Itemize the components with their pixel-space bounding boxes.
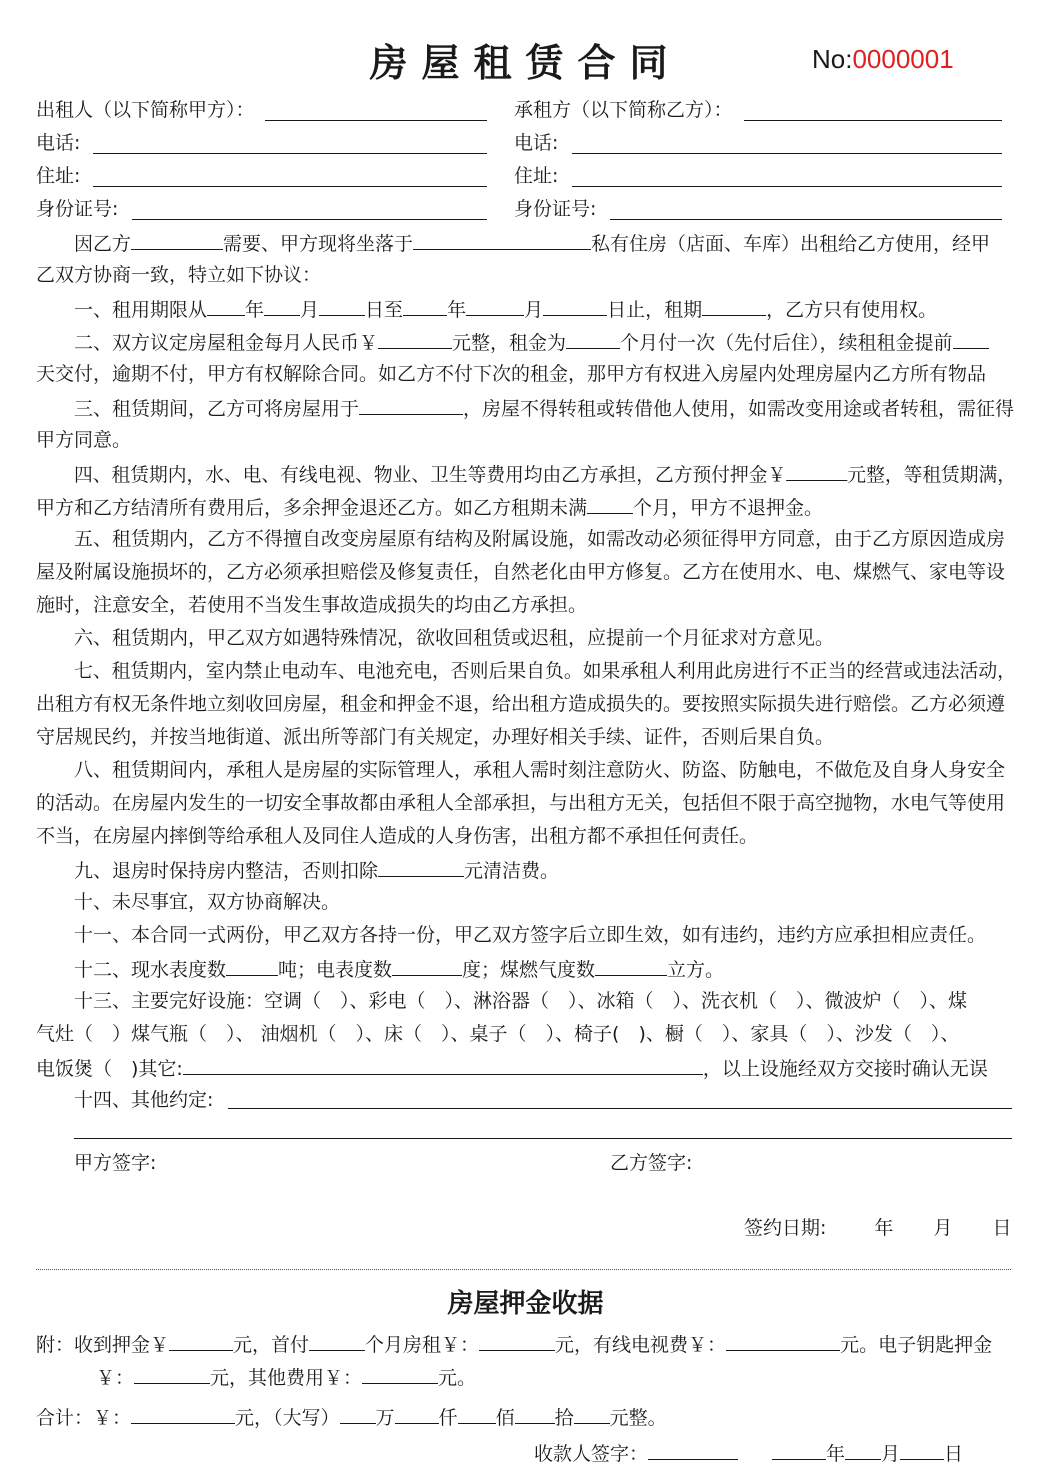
party-b-signature[interactable]: 乙方签字: — [610, 1152, 693, 1174]
blank-cleaning-fee[interactable] — [378, 856, 464, 877]
clause-3-line-1 — [74, 394, 1014, 422]
lessor-phone-label: 电话: — [36, 132, 81, 154]
intro-line-1 — [74, 229, 990, 257]
clause-text: 甲方和乙方结清所有费用后，多余押金退还乙方。如乙方租期未满 — [36, 497, 588, 519]
clause-text: 立方。 — [667, 959, 725, 981]
blank[interactable] — [319, 295, 365, 316]
blank-rent[interactable] — [378, 328, 452, 349]
receipt-text: 附：收到押金￥ — [36, 1334, 170, 1356]
blank[interactable] — [340, 1403, 376, 1424]
lessor-input[interactable] — [265, 120, 487, 121]
clause-text: 元清洁费。 — [464, 860, 560, 882]
clause-text: 日止，租期 — [607, 299, 703, 321]
blank[interactable] — [458, 1403, 496, 1424]
receipt-text: 拾 — [554, 1407, 574, 1429]
clause-9 — [74, 856, 559, 884]
number-value: 0000001 — [852, 44, 954, 74]
clause-10: 十、未尽事宜，双方协商解决。 — [74, 891, 341, 913]
clause-14: 十四、其他约定: — [74, 1089, 214, 1111]
clause-7-line-3: 守居规民约，并按当地街道、派出所等部门有关规定，办理好相关手续、证件，否则后果自负。 — [36, 726, 835, 748]
receipt-text: 元，首付 — [233, 1334, 310, 1356]
receipt-day: 日 — [944, 1443, 964, 1465]
lessor-address-input[interactable] — [93, 186, 487, 187]
lessee-input[interactable] — [744, 120, 1002, 121]
blank-deposit[interactable] — [169, 1330, 233, 1351]
clause-4-line-1 — [74, 460, 1016, 488]
clause-5-line-3: 施时，注意安全，若使用不当发生事故造成损失的均由乙方承担。 — [36, 594, 588, 616]
blank-electric[interactable] — [392, 955, 462, 976]
intro-text: 私有住房（店面、车库）出租给乙方使用，经甲 — [591, 233, 991, 255]
blank[interactable] — [403, 295, 447, 316]
sign-year: 年 — [874, 1217, 894, 1239]
lessor-id-input[interactable] — [132, 219, 487, 220]
payee-signature-label: 收款人签字： — [534, 1443, 649, 1465]
clause-5-line-2: 屋及附属设施损坏的，乙方必须承担赔偿及修复责任，自然老化由甲方修复。乙方在使用水、电、煤燃气、家电等设 — [36, 561, 1006, 583]
receipt-text: 元。 — [438, 1367, 477, 1389]
other-agreement-input-2[interactable] — [74, 1138, 1012, 1139]
intro-line-2: 乙双方协商一致，特立如下协议： — [36, 264, 322, 286]
receipt-line-1 — [36, 1330, 992, 1358]
receipt-text: 合计：￥： — [36, 1407, 132, 1429]
clause-text: 日至 — [365, 299, 404, 321]
clause-13-line-1: 十三、主要完好设施：空调（ ）、彩电（ ）、淋浴器（ ）、冰箱（ ）、洗衣机（ ）、微波炉（ ）、煤 — [74, 990, 968, 1012]
receipt-text: 元，其他费用￥： — [210, 1367, 363, 1389]
lessee-label: 承租方（以下简称乙方）： — [514, 99, 733, 121]
clause-4-line-2 — [36, 493, 823, 521]
lessee-address-label: 住址: — [514, 165, 559, 187]
other-agreement-input-1[interactable] — [228, 1108, 1012, 1109]
clause-text: ，房屋不得转租或转借他人使用，如需改变用途或者转租，需征得 — [463, 398, 1015, 420]
clause-text: ，乙方只有使用权。 — [766, 299, 938, 321]
receipt-line-2 — [96, 1363, 476, 1391]
blank-month[interactable] — [845, 1439, 881, 1460]
receipt-text: 万 — [375, 1407, 395, 1429]
lessee-phone-input[interactable] — [572, 153, 1002, 154]
party-a-signature[interactable]: 甲方签字: — [74, 1152, 157, 1174]
blank-gas[interactable] — [595, 955, 667, 976]
receipt-text: 元，有线电视费￥： — [555, 1334, 727, 1356]
clause-text: 吨；电表度数 — [278, 959, 393, 981]
blank-months[interactable] — [309, 1330, 365, 1351]
blank-payee-signature[interactable] — [648, 1439, 738, 1460]
clause-text: 年 — [447, 299, 467, 321]
receipt-title: 房屋押金收据 — [447, 1289, 604, 1319]
clause-2-line-2: 天交付，逾期不付，甲方有权解除合同。如乙方不付下次的租金，那甲方有权进入房屋内处理房屋内乙方所有物品 — [36, 363, 987, 385]
clause-text: 元整，租金为 — [452, 332, 567, 354]
sign-date — [744, 1215, 1011, 1241]
lessee-address-input[interactable] — [572, 186, 1002, 187]
blank[interactable] — [515, 1403, 555, 1424]
blank[interactable] — [574, 1403, 610, 1424]
number-label: No: — [812, 44, 853, 74]
clause-7-line-1: 七、租赁期内，室内禁止电动车、电池充电，否则后果自负。如果承租人利用此房进行不正当的经营或违法活动， — [74, 660, 1017, 682]
clause-text: 个月付一次（先付后住），续租租金提前 — [620, 332, 953, 354]
contract-number — [812, 44, 954, 75]
lessee-id-label: 身份证号: — [514, 198, 597, 220]
blank-water[interactable] — [226, 955, 278, 976]
clause-7-line-2: 出租方有权无条件地立刻收回房屋，租金和押金不退，给出租方造成损失的。要按照实际损失进行赔偿。乙方必须遵 — [36, 693, 1006, 715]
clause-text: 元整，等租赁期满， — [847, 464, 1017, 486]
lessor-phone-input[interactable] — [93, 153, 487, 154]
contract-title: 房屋租赁合同 — [369, 41, 682, 85]
blank-usage[interactable] — [359, 394, 463, 415]
blank-rent[interactable] — [479, 1330, 555, 1351]
clause-2-line-1 — [74, 328, 989, 356]
clause-text: 一、租用期限从 — [74, 299, 208, 321]
blank-deposit[interactable] — [786, 460, 847, 481]
receipt-text: 佰 — [495, 1407, 515, 1429]
receipt-text: 个月房租￥： — [365, 1334, 480, 1356]
blank-year[interactable] — [772, 1439, 826, 1460]
clause-text: 三、租赁期间，乙方可将房屋用于 — [74, 398, 360, 420]
clause-text: 年 — [245, 299, 265, 321]
clause-text: 电饭煲（ )其它: — [36, 1058, 183, 1080]
clause-text: 四、租赁期内，水、电、有线电视、物业、卫生等费用均由乙方承担，乙方预付押金￥ — [74, 464, 787, 486]
sign-day: 日 — [992, 1217, 1012, 1239]
clause-text: 十二、现水表度数 — [74, 959, 227, 981]
sign-date-label: 签约日期: — [744, 1217, 827, 1239]
intro-text: 需要、甲方现将坐落于 — [223, 233, 414, 255]
clause-8-line-2: 的活动。在房屋内发生的一切安全事故都由承租人全部承担，与出租方无关，包括但不限于高空抛物，水电气等使用 — [36, 792, 1006, 814]
clause-12 — [74, 955, 724, 983]
clause-text: ，以上设施经双方交接时确认无误 — [702, 1058, 988, 1080]
receipt-text: 元。电子钥匙押金 — [840, 1334, 993, 1356]
blank-other-fee[interactable] — [362, 1363, 438, 1384]
blank[interactable] — [395, 1403, 439, 1424]
clause-1 — [74, 295, 937, 323]
blank[interactable] — [543, 295, 607, 316]
receipt-text: 元整。 — [609, 1407, 667, 1429]
clause-3-line-2: 甲方同意。 — [36, 429, 132, 451]
clause-6: 六、租赁期内，甲乙双方如遇特殊情况，欲收回租赁或迟租，应提前一个月征求对方意见。 — [74, 627, 835, 649]
blank-location[interactable] — [413, 229, 591, 250]
clause-text: 月 — [524, 299, 544, 321]
receipt-text: 仟 — [438, 1407, 458, 1429]
lessee-phone-label: 电话: — [514, 132, 559, 154]
intro-text: 因乙方 — [74, 233, 132, 255]
blank[interactable] — [466, 295, 524, 316]
clause-13-line-2: 气灶（ ）煤气瓶（ ）、 油烟机（ ）、床（ ）、桌子（ ）、椅子( )、橱（ ）、家具（ ）、沙发（ ）、 — [36, 1023, 960, 1045]
blank[interactable] — [207, 295, 245, 316]
clause-text: 月 — [300, 299, 320, 321]
clause-8-line-1: 八、租赁期间内，承租人是房屋的实际管理人，承租人需时刻注意防火、防盗、防触电，不做危及自身人身安全 — [74, 759, 1006, 781]
lessor-id-label: 身份证号: — [36, 198, 119, 220]
receipt-month: 月 — [881, 1443, 901, 1465]
blank[interactable] — [702, 295, 766, 316]
blank-key-deposit[interactable] — [134, 1363, 210, 1384]
clause-text: 二、双方议定房屋租金每月人民币￥ — [74, 332, 379, 354]
receipt-line-3 — [36, 1403, 667, 1431]
sign-month: 月 — [933, 1217, 953, 1239]
receipt-line-4 — [534, 1439, 963, 1467]
blank-other-facilities[interactable] — [183, 1054, 703, 1075]
cut-line — [36, 1269, 1011, 1270]
lessor-address-label: 住址: — [36, 165, 81, 187]
receipt-text: ￥： — [96, 1367, 135, 1389]
lessee-id-input[interactable] — [610, 219, 1002, 220]
lessor-label: 出租人（以下简称甲方）： — [36, 99, 255, 121]
clause-text: 个月，甲方不退押金。 — [633, 497, 824, 519]
clause-8-line-3: 不当，在房屋内摔倒等给承租人及同住人造成的人身伤害，出租方都不承担任何责任。 — [36, 825, 759, 847]
blank-tv-fee[interactable] — [726, 1330, 840, 1351]
blank-day[interactable] — [900, 1439, 944, 1460]
clause-11: 十一、本合同一式两份，甲乙双方各持一份，甲乙双方签字后立即生效，如有违约，违约方应承担相应责任。 — [74, 924, 987, 946]
blank-days[interactable] — [953, 328, 989, 349]
receipt-year: 年 — [826, 1443, 846, 1465]
blank[interactable] — [264, 295, 300, 316]
receipt-text: 元，（大写） — [235, 1407, 340, 1429]
clause-5-line-1: 五、租赁期内，乙方不得擅自改变房屋原有结构及附属设施，如需改动必须征得甲方同意，由于乙方原因造成房 — [74, 528, 1006, 550]
blank-months[interactable] — [587, 493, 633, 514]
clause-text: 九、退房时保持房内整洁，否则扣除 — [74, 860, 379, 882]
clause-text: 度；煤燃气度数 — [462, 959, 596, 981]
blank-purpose[interactable] — [131, 229, 223, 250]
blank-total[interactable] — [131, 1403, 235, 1424]
clause-13-line-3 — [36, 1054, 988, 1082]
blank-months[interactable] — [566, 328, 620, 349]
